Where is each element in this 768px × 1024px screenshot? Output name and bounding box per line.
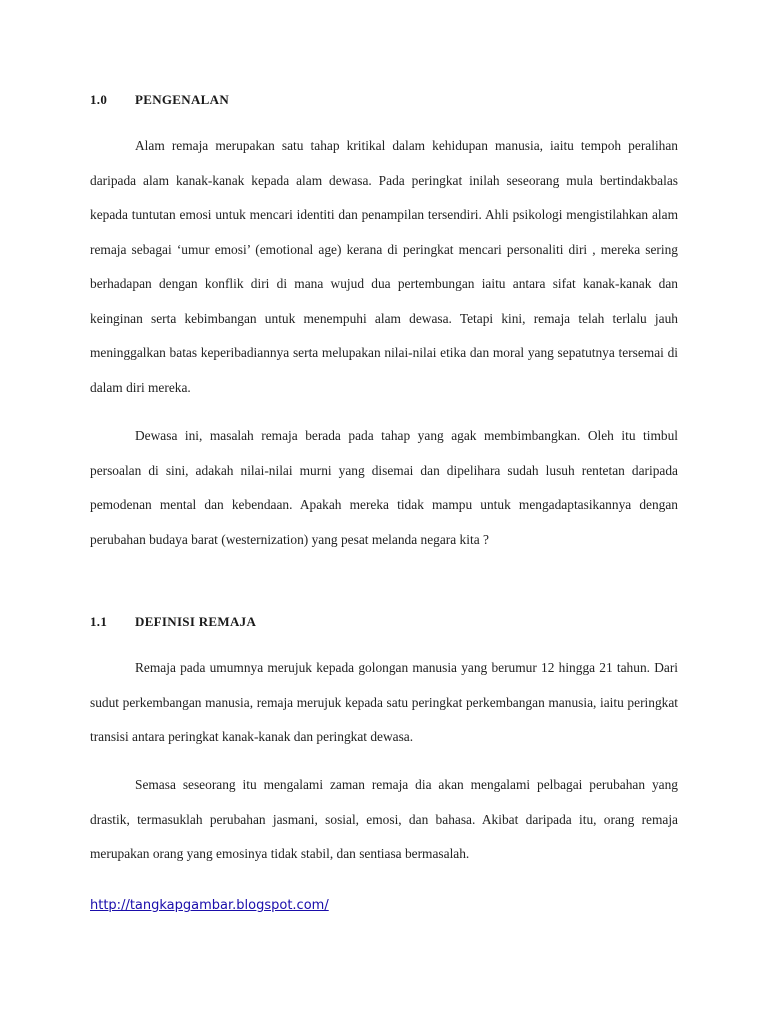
footer-link[interactable]: http://tangkapgambar.blogspot.com/: [90, 898, 329, 913]
section-number: 1.0: [90, 92, 108, 107]
paragraph-definition-1: Remaja pada umumnya merujuk kepada golongan manusia yang berumur 12 hingga 21 tahun. Dari sudut perkembangan manusia, remaja merujuk kepada satu peringkat perkembangan manusia, iaitu peringkat transisi antara peringkat kanak-kanak dan peringkat dewasa.: [90, 660, 678, 744]
paragraph-intro-2: Dewasa ini, masalah remaja berada pada tahap yang agak membimbangkan. Oleh itu timbul persoalan di sini, adakah nilai-nilai murni yang disemai dan dipelihara sudah lusuh rentetan daripada pemodenan mental dan kebendaan. Apakah mereka tidak mampu untuk mengadaptasikannya dengan perubahan budaya barat (westernization) yang pesat melanda negara kita ?: [90, 428, 678, 547]
section-title: PENGENALAN: [135, 92, 230, 107]
section-title: DEFINISI REMAJA: [135, 614, 257, 629]
section-number: 1.1: [90, 614, 108, 629]
paragraph-definition-2: Semasa seseorang itu mengalami zaman remaja dia akan mengalami pelbagai perubahan yang drastik, termasuklah perubahan jasmani, sosial, emosi, dan bahasa. Akibat daripada itu, orang remaja merupakan orang yang emosinya tidak stabil, dan sentiasa bermasalah.: [90, 777, 678, 861]
section-heading-definisi-remaja: [90, 614, 256, 630]
section-heading-pengenalan: [90, 92, 229, 108]
paragraph-intro-1: Alam remaja merupakan satu tahap kritikal dalam kehidupan manusia, iaitu tempoh peralihan daripada alam kanak-kanak kepada alam dewasa. Pada peringkat inilah seseorang mula bertindakbalas kepada tuntutan emosi untuk mencari identiti dan penampilan tersendiri. Ahli psikologi mengistilahkan alam remaja sebagai ‘umur emosi’ (emotional age) kerana di peringkat mencari personaliti diri , mereka sering berhadapan dengan konflik diri di mana wujud dua pertembungan iaitu antara sifat kanak-kanak dan keinginan serta kebimbangan untuk menempuhi alam dewasa. Tetapi kini, remaja telah terlalu jauh meninggalkan batas keperibadiannya serta melupakan nilai-nilai etika dan moral yang sepatutnya tersemai di dalam diri mereka.: [90, 138, 678, 395]
